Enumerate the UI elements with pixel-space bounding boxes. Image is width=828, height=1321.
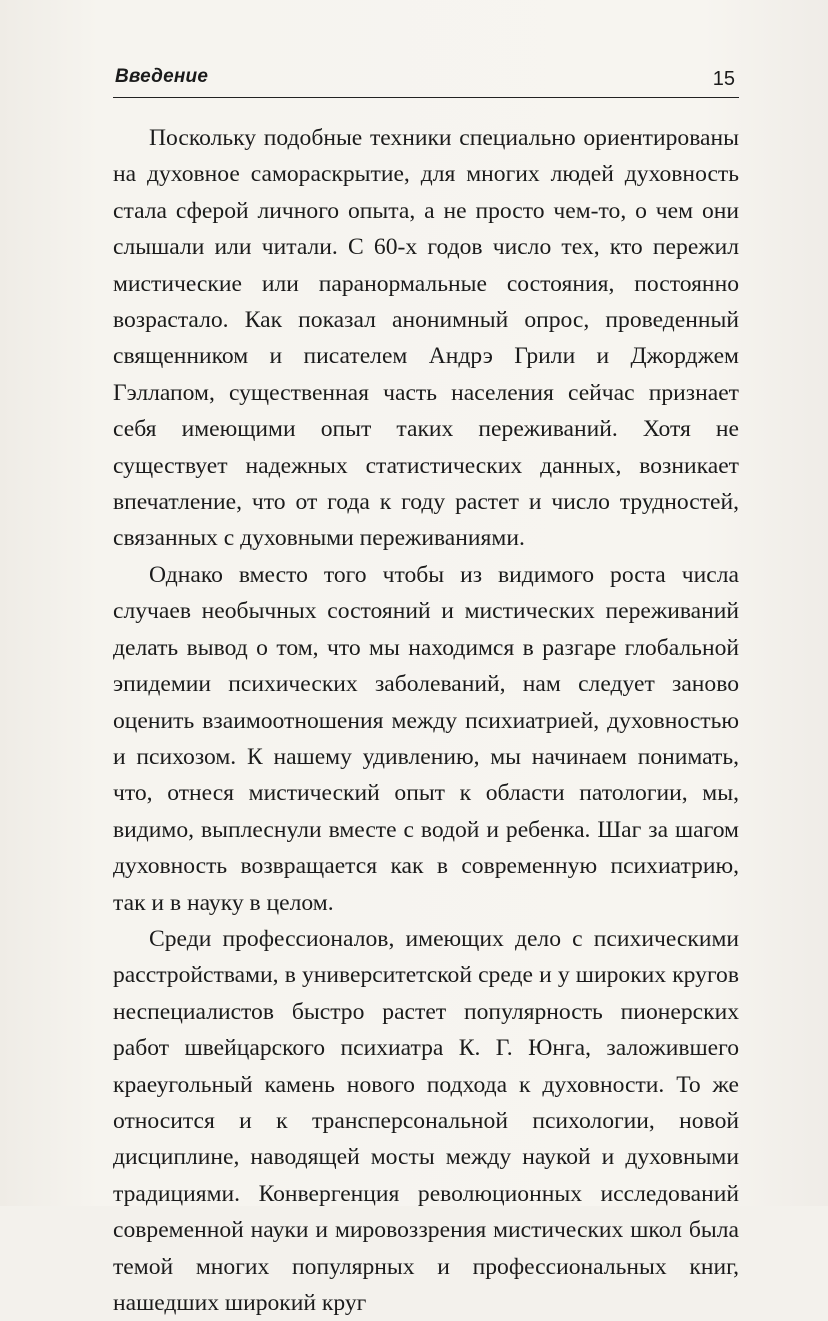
body-text (113, 120, 739, 1321)
running-title: Введение (115, 66, 209, 87)
page-header (113, 60, 739, 98)
paragraph-3: Среди профессионалов, имеющих дело с психическими расстройствами, в университетской среде и у широких кругов неспециалистов быстро растет популярность пионерских работ швейцарского психиатра К. Г. Юнга, заложившего краеугольный камень нового подхода к духовности. То же относится и к трансперсональной психологии, новой дисциплине, наводящей мосты между наукой и духовными традициями. Конвергенция революционных исследований современной науки и мировоззрения мистических школ была темой многих популярных и профессиональных книг, нашедших широкий круг (113, 925, 739, 1316)
header-rule (113, 97, 739, 98)
page-number: 15 (712, 68, 735, 90)
paragraph-1: Поскольку подобные техники специально ориентированы на духовное самораскрытие, для многих людей духовность стала сферой личного опыта, а не просто чем-то, о чем они слышали или читали. С 60-х годов число тех, кто пережил мистические или паранормальные состояния, постоянно возрастало. Как показал анонимный опрос, проведенный священником и писателем Андрэ Грили и Джорджем Гэллапом, существенная часть населения сейчас признает себя имеющими опыт таких переживаний. Хотя не существует надежных статистических данных, возникает впечатление, что от года к году растет и число трудностей, связанных с духовными переживаниями. (113, 125, 739, 552)
paragraph-2: Однако вместо того чтобы из видимого роста числа случаев необычных состояний и мистических переживаний делать вывод о том, что мы находимся в разгаре глобальной эпидемии психических заболеваний, нам следует заново оценить взаимоотношения между психиатрией, духовностью и психозом. К нашему удивлению, мы начинаем понимать, что, отнеся мистический опыт к области патологии, мы, видимо, выплеснули вместе с водой и ребенка. Шаг за шагом духовность возвращается как в современную психиатрию, так и в науку в целом. (113, 561, 739, 916)
